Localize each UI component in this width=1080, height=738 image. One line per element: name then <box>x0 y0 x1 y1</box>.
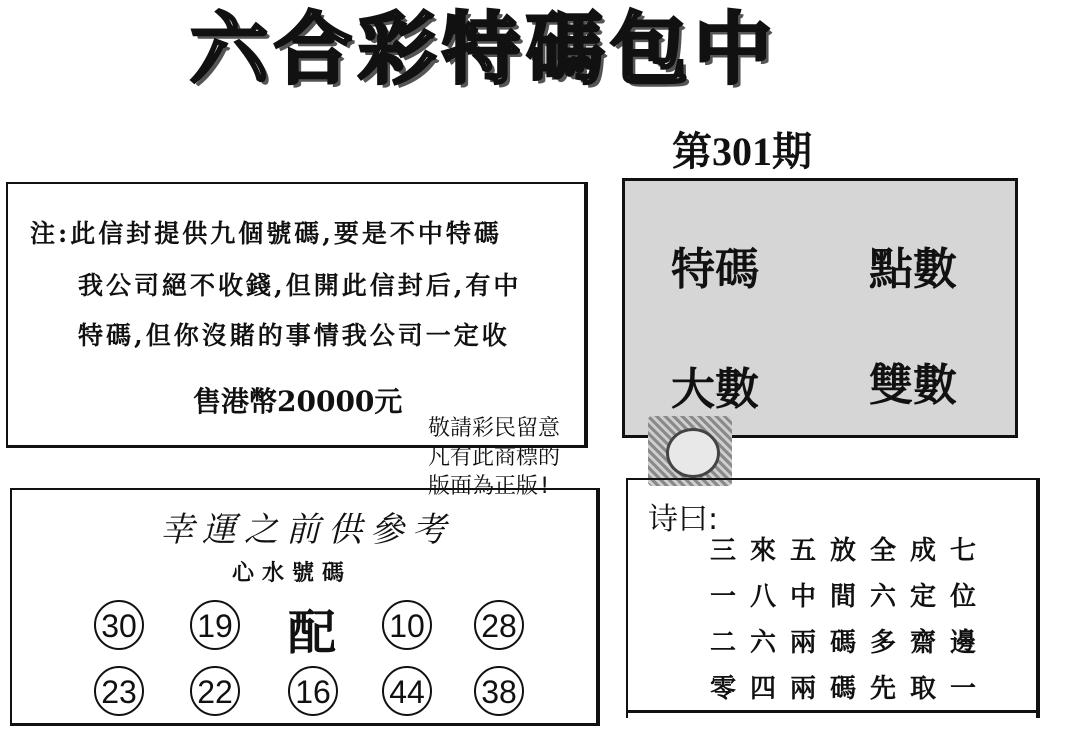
lucky-title: 幸運之前供參考 <box>160 510 454 550</box>
number-circle: 10 <box>382 600 432 650</box>
notice-box <box>6 182 588 448</box>
trademark-seal-icon <box>648 416 732 486</box>
poem-label: 诗曰: <box>648 502 719 537</box>
number-circle: 38 <box>474 666 524 716</box>
attr-points: 點數 <box>869 244 957 295</box>
trademark-line: 凡有此商標的 <box>428 445 561 470</box>
trademark-line: 敬請彩民留意 <box>428 416 561 441</box>
attr-even-number: 雙數 <box>869 360 957 411</box>
attr-special-code: 特碼 <box>671 244 759 295</box>
notice-line: 我公司絕不收錢,但開此信封后,有中 <box>78 271 522 300</box>
number-circle: 22 <box>190 666 240 716</box>
attr-big-number: 大數 <box>671 364 759 415</box>
trademark-line: 版面為正版! <box>428 474 552 499</box>
attributes-box <box>622 178 1018 438</box>
poem-box <box>626 478 1040 718</box>
number-circle: 19 <box>190 600 240 650</box>
price-text: 售港幣20000元 <box>193 385 403 418</box>
poem-line: 零四兩碼先取一 <box>710 674 991 704</box>
number-circle: 16 <box>288 666 338 716</box>
lucky-subtitle: 心水號碼 <box>232 560 353 586</box>
pair-label: 配 <box>288 605 337 661</box>
poem-box-bottom-border <box>626 710 1040 713</box>
page-title: 六合彩特碼包中 <box>190 4 779 95</box>
poem-line: 三來五放全成七 <box>710 536 991 566</box>
issue-number: 第301期 <box>672 129 812 174</box>
lucky-numbers-box <box>10 488 600 726</box>
number-circle: 30 <box>94 600 144 650</box>
seal-emblem <box>666 428 720 478</box>
poem-line: 二六兩碼多齋邊 <box>710 628 991 658</box>
notice-line: 注:此信封提供九個號碼,要是不中特碼 <box>30 219 502 248</box>
number-circle: 23 <box>94 666 144 716</box>
number-circle: 28 <box>474 600 524 650</box>
number-circle: 44 <box>382 666 432 716</box>
notice-line: 特碼,但你沒賭的事情我公司一定收 <box>78 321 510 350</box>
poem-line: 一八中間六定位 <box>710 582 991 612</box>
